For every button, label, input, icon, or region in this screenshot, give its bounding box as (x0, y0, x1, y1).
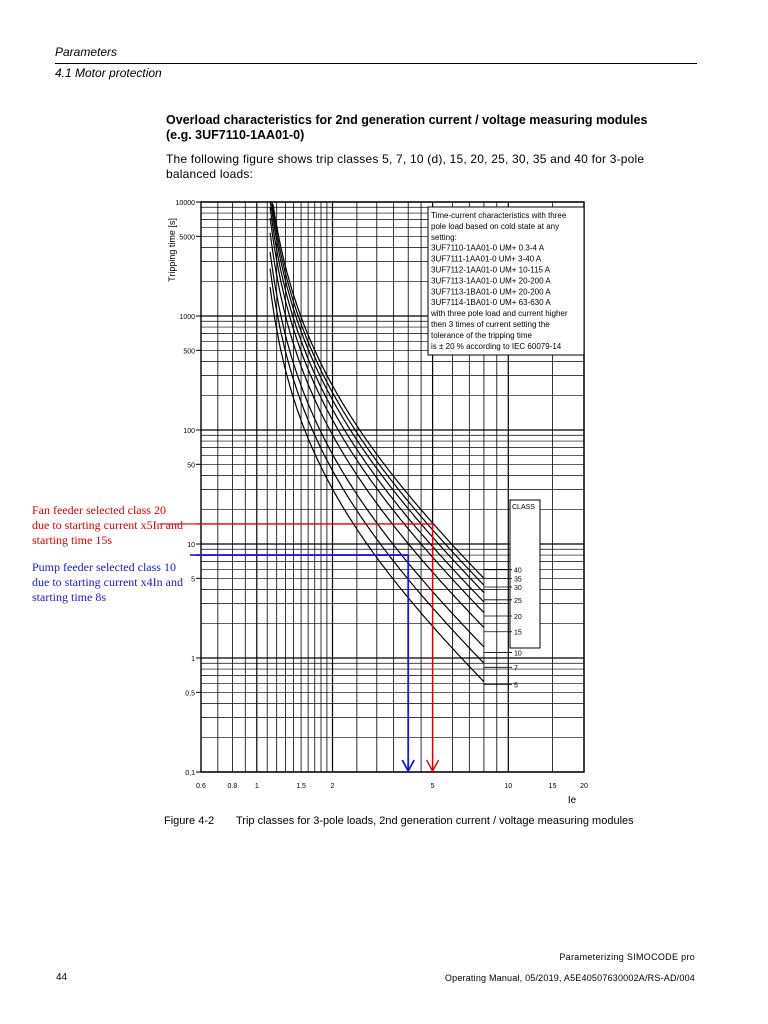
page-number: 44 (56, 972, 68, 983)
header-chapter: Parameters (55, 45, 118, 59)
section-title-line1: Overload characteristics for 2nd generation current / voltage measuring modules (166, 113, 648, 127)
class-label-35: 35 (514, 576, 522, 584)
x-tick-label: 20 (580, 783, 588, 790)
figure-caption (164, 815, 634, 827)
footer-manual: Operating Manual, 05/2019, A5E40507630002A/RS-AD/004 (444, 973, 695, 983)
y-tick-label: 5 (191, 576, 195, 584)
legend-line: with three pole load and current higher (431, 309, 568, 319)
legend-line: setting: (431, 232, 457, 242)
class-label-7: 7 (514, 665, 518, 673)
class-label-30: 30 (514, 584, 522, 592)
legend-line: 3UF7113-1BA01-0 UM+ 20-200 A (431, 287, 551, 297)
figure-number: Figure 4-2 (164, 815, 215, 827)
pump-annotation-line3: starting time 8s (32, 590, 106, 604)
class-title: CLASS (512, 504, 535, 511)
x-tick-label: 0.8 (227, 783, 238, 790)
legend-line: 3UF7113-1AA01-0 UM+ 20-200 A (431, 276, 551, 286)
footer-product: Parameterizing SIMOCODE pro (559, 952, 695, 962)
section-title-line2: (e.g. 3UF7110-1AA01-0) (166, 128, 305, 142)
fan-annotation-line2: due to starting current x5In and (32, 518, 183, 532)
intro-line2: balanced loads: (166, 167, 254, 181)
y-tick-label: 100 (183, 428, 195, 435)
x-axis-label: Ie (567, 795, 577, 806)
class-label-25: 25 (514, 597, 522, 605)
pump-annotation-line1: Pump feeder selected class 10 (32, 560, 176, 574)
intro-line1: The following figure shows trip classes 5, 7, 10 (d), 15, 20, 25, 30, 35 and 40 for 3-pole (166, 152, 645, 166)
legend-line: 3UF7111-1AA01-0 UM+ 3-40 A (431, 254, 542, 264)
legend-line: 3UF7110-1AA01-0 UM+ 0.3-4 A (431, 243, 545, 253)
legend-line: Time-current characteristics with three (431, 211, 567, 220)
legend-line: 3UF7114-1BA01-0 UM+ 63-630 A (431, 298, 551, 308)
y-tick-label: 0,1 (185, 770, 195, 777)
legend-line: tolerance of the tripping time (431, 330, 532, 340)
class-label-10: 10 (514, 650, 522, 658)
figure-caption-text: Trip classes for 3-pole loads, 2nd generation current / voltage measuring modules (236, 815, 634, 827)
x-tick-label: 5 (430, 783, 435, 790)
y-tick-label: 1000 (179, 314, 195, 321)
legend-line: is ± 20 % according to IEC 60079-14 (431, 341, 562, 351)
x-tick-label: 1 (254, 783, 259, 790)
y-tick-label: 10000 (175, 200, 195, 207)
pump-annotation-line2: due to starting current x4In and (32, 575, 183, 589)
x-tick-label: 0.6 (196, 783, 206, 790)
y-tick-label: 0,5 (185, 690, 195, 698)
class-label-15: 15 (514, 629, 522, 637)
fan-annotation-line3: starting time 15s (32, 533, 112, 547)
x-tick-label: 2 (330, 783, 335, 790)
header-section: 4.1 Motor protection (55, 66, 162, 80)
class-label-5: 5 (514, 682, 518, 690)
x-tick-label: 10 (504, 783, 513, 790)
y-tick-label: 10 (187, 542, 195, 549)
legend-line: pole load based on cold state at any (431, 221, 560, 231)
fan-annotation-line1: Fan feeder selected class 20 (32, 503, 166, 517)
x-tick-label: 15 (548, 783, 557, 790)
y-tick-label: 500 (183, 348, 195, 356)
legend-line: then 3 times of current setting the (431, 320, 550, 329)
x-tick-label: 1.5 (296, 783, 306, 790)
class-label-20: 20 (514, 613, 522, 621)
y-tick-label: 5000 (179, 234, 195, 242)
legend-line: 3UF7112-1AA01-0 UM+ 10-115 A (431, 265, 551, 275)
pump-feeder-annotation (32, 560, 183, 605)
y-axis-label: Tripping time [s] (167, 218, 177, 282)
fan-feeder-annotation (32, 503, 183, 548)
y-tick-label: 50 (187, 462, 195, 470)
y-tick-label: 1 (191, 656, 195, 663)
class-label-40: 40 (514, 567, 522, 575)
